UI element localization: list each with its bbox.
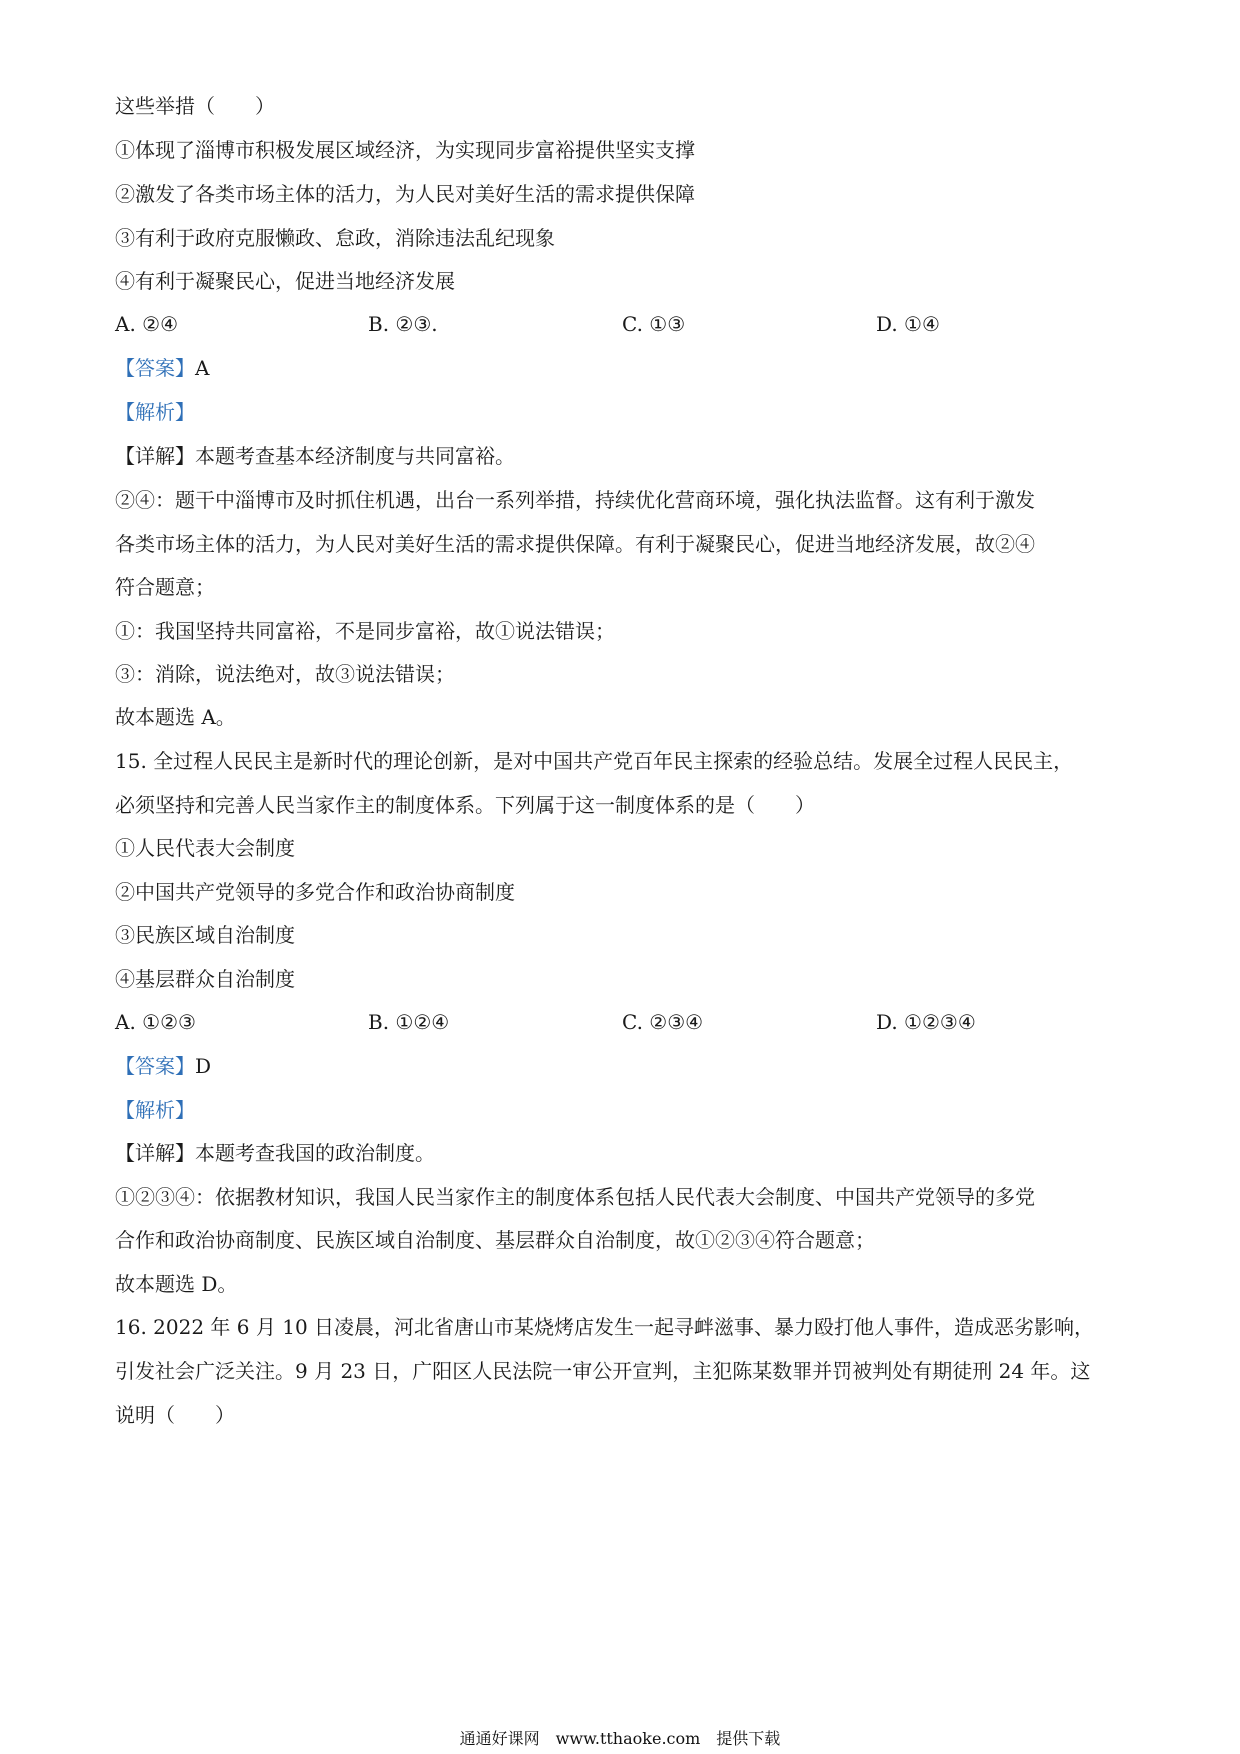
q14-option-a: A. ②④ [115, 312, 179, 336]
q14-option-d: D. ①④ [876, 312, 940, 336]
q15-answer [115, 1052, 211, 1080]
q14-analysis-label: 【解析】 [115, 400, 195, 424]
q14-item-2: ②激发了各类市场主体的活力，为人民对美好生活的需求提供保障 [115, 182, 695, 206]
q15-item-3: ③民族区域自治制度 [115, 923, 295, 947]
q15-option-d: D. ①②③④ [876, 1010, 976, 1034]
q15-item-2: ②中国共产党领导的多党合作和政治协商制度 [115, 880, 515, 904]
q15-explain-3: 故本题选 D。 [115, 1272, 238, 1296]
page-footer: 通通好课网 www.tthaoke.com 提供下载 [459, 1729, 781, 1748]
q16-stem-1: 16. 2022 年 6 月 10 日凌晨，河北省唐山市某烧烤店发生一起寻衅滋事、暴力殴打他人事件，造成恶劣影响， [115, 1315, 1095, 1339]
q15-stem-2: 必须坚持和完善人民当家作主的制度体系。下列属于这一制度体系的是（ ） [115, 793, 815, 817]
q14-answer-value: A [195, 356, 210, 380]
q14-explain-5: ③：消除，说法绝对，故③说法错误； [115, 662, 455, 686]
q16-stem-3: 说明（ ） [115, 1403, 235, 1427]
q15-item-1: ①人民代表大会制度 [115, 836, 295, 860]
q15-answer-value: D [195, 1054, 212, 1078]
q15-explain-1: ①②③④：依据教材知识，我国人民当家作主的制度体系包括人民代表大会制度、中国共产党领导的多党 [115, 1185, 1035, 1209]
q15-answer-label: 【答案】 [115, 1054, 195, 1078]
q14-item-3: ③有利于政府克服懒政、怠政，消除违法乱纪现象 [115, 226, 555, 250]
q14-answer-label: 【答案】 [115, 356, 195, 380]
q14-detail: 【详解】本题考查基本经济制度与共同富裕。 [115, 444, 515, 468]
q14-explain-2: 各类市场主体的活力，为人民对美好生活的需求提供保障。有利于凝聚民心，促进当地经济发展，故②④ [115, 532, 1035, 556]
q14-item-4: ④有利于凝聚民心，促进当地经济发展 [115, 269, 455, 293]
q15-option-b: B. ①②④ [368, 1010, 450, 1034]
q15-item-4: ④基层群众自治制度 [115, 967, 295, 991]
q14-option-c: C. ①③ [622, 312, 686, 336]
q15-analysis-label: 【解析】 [115, 1098, 195, 1122]
q14-item-1: ①体现了淄博市积极发展区域经济，为实现同步富裕提供坚实支撑 [115, 138, 695, 162]
q14-explain-3: 符合题意； [115, 575, 215, 599]
q15-stem-1: 15. 全过程人民民主是新时代的理论创新，是对中国共产党百年民主探索的经验总结。发展全过程人民民主， [115, 749, 1074, 773]
q14-explain-1: ②④：题干中淄博市及时抓住机遇，出台一系列举措，持续优化营商环境，强化执法监督。这有利于激发 [115, 488, 1035, 512]
q14-explain-4: ①：我国坚持共同富裕，不是同步富裕，故①说法错误； [115, 619, 615, 643]
q14-answer [115, 354, 209, 382]
q14-stem-tail: 这些举措（ ） [115, 94, 275, 118]
q16-stem-2: 引发社会广泛关注。9 月 23 日，广阳区人民法院一审公开宣判，主犯陈某数罪并罚被判处有期徒刑 24 年。这 [115, 1359, 1091, 1383]
q14-explain-6: 故本题选 A。 [115, 705, 236, 729]
q15-explain-2: 合作和政治协商制度、民族区域自治制度、基层群众自治制度，故①②③④符合题意； [115, 1228, 875, 1252]
q15-detail: 【详解】本题考查我国的政治制度。 [115, 1141, 435, 1165]
q14-option-b: B. ②③. [368, 312, 438, 336]
q15-option-c: C. ②③④ [622, 1010, 704, 1034]
q15-option-a: A. ①②③ [115, 1010, 196, 1034]
